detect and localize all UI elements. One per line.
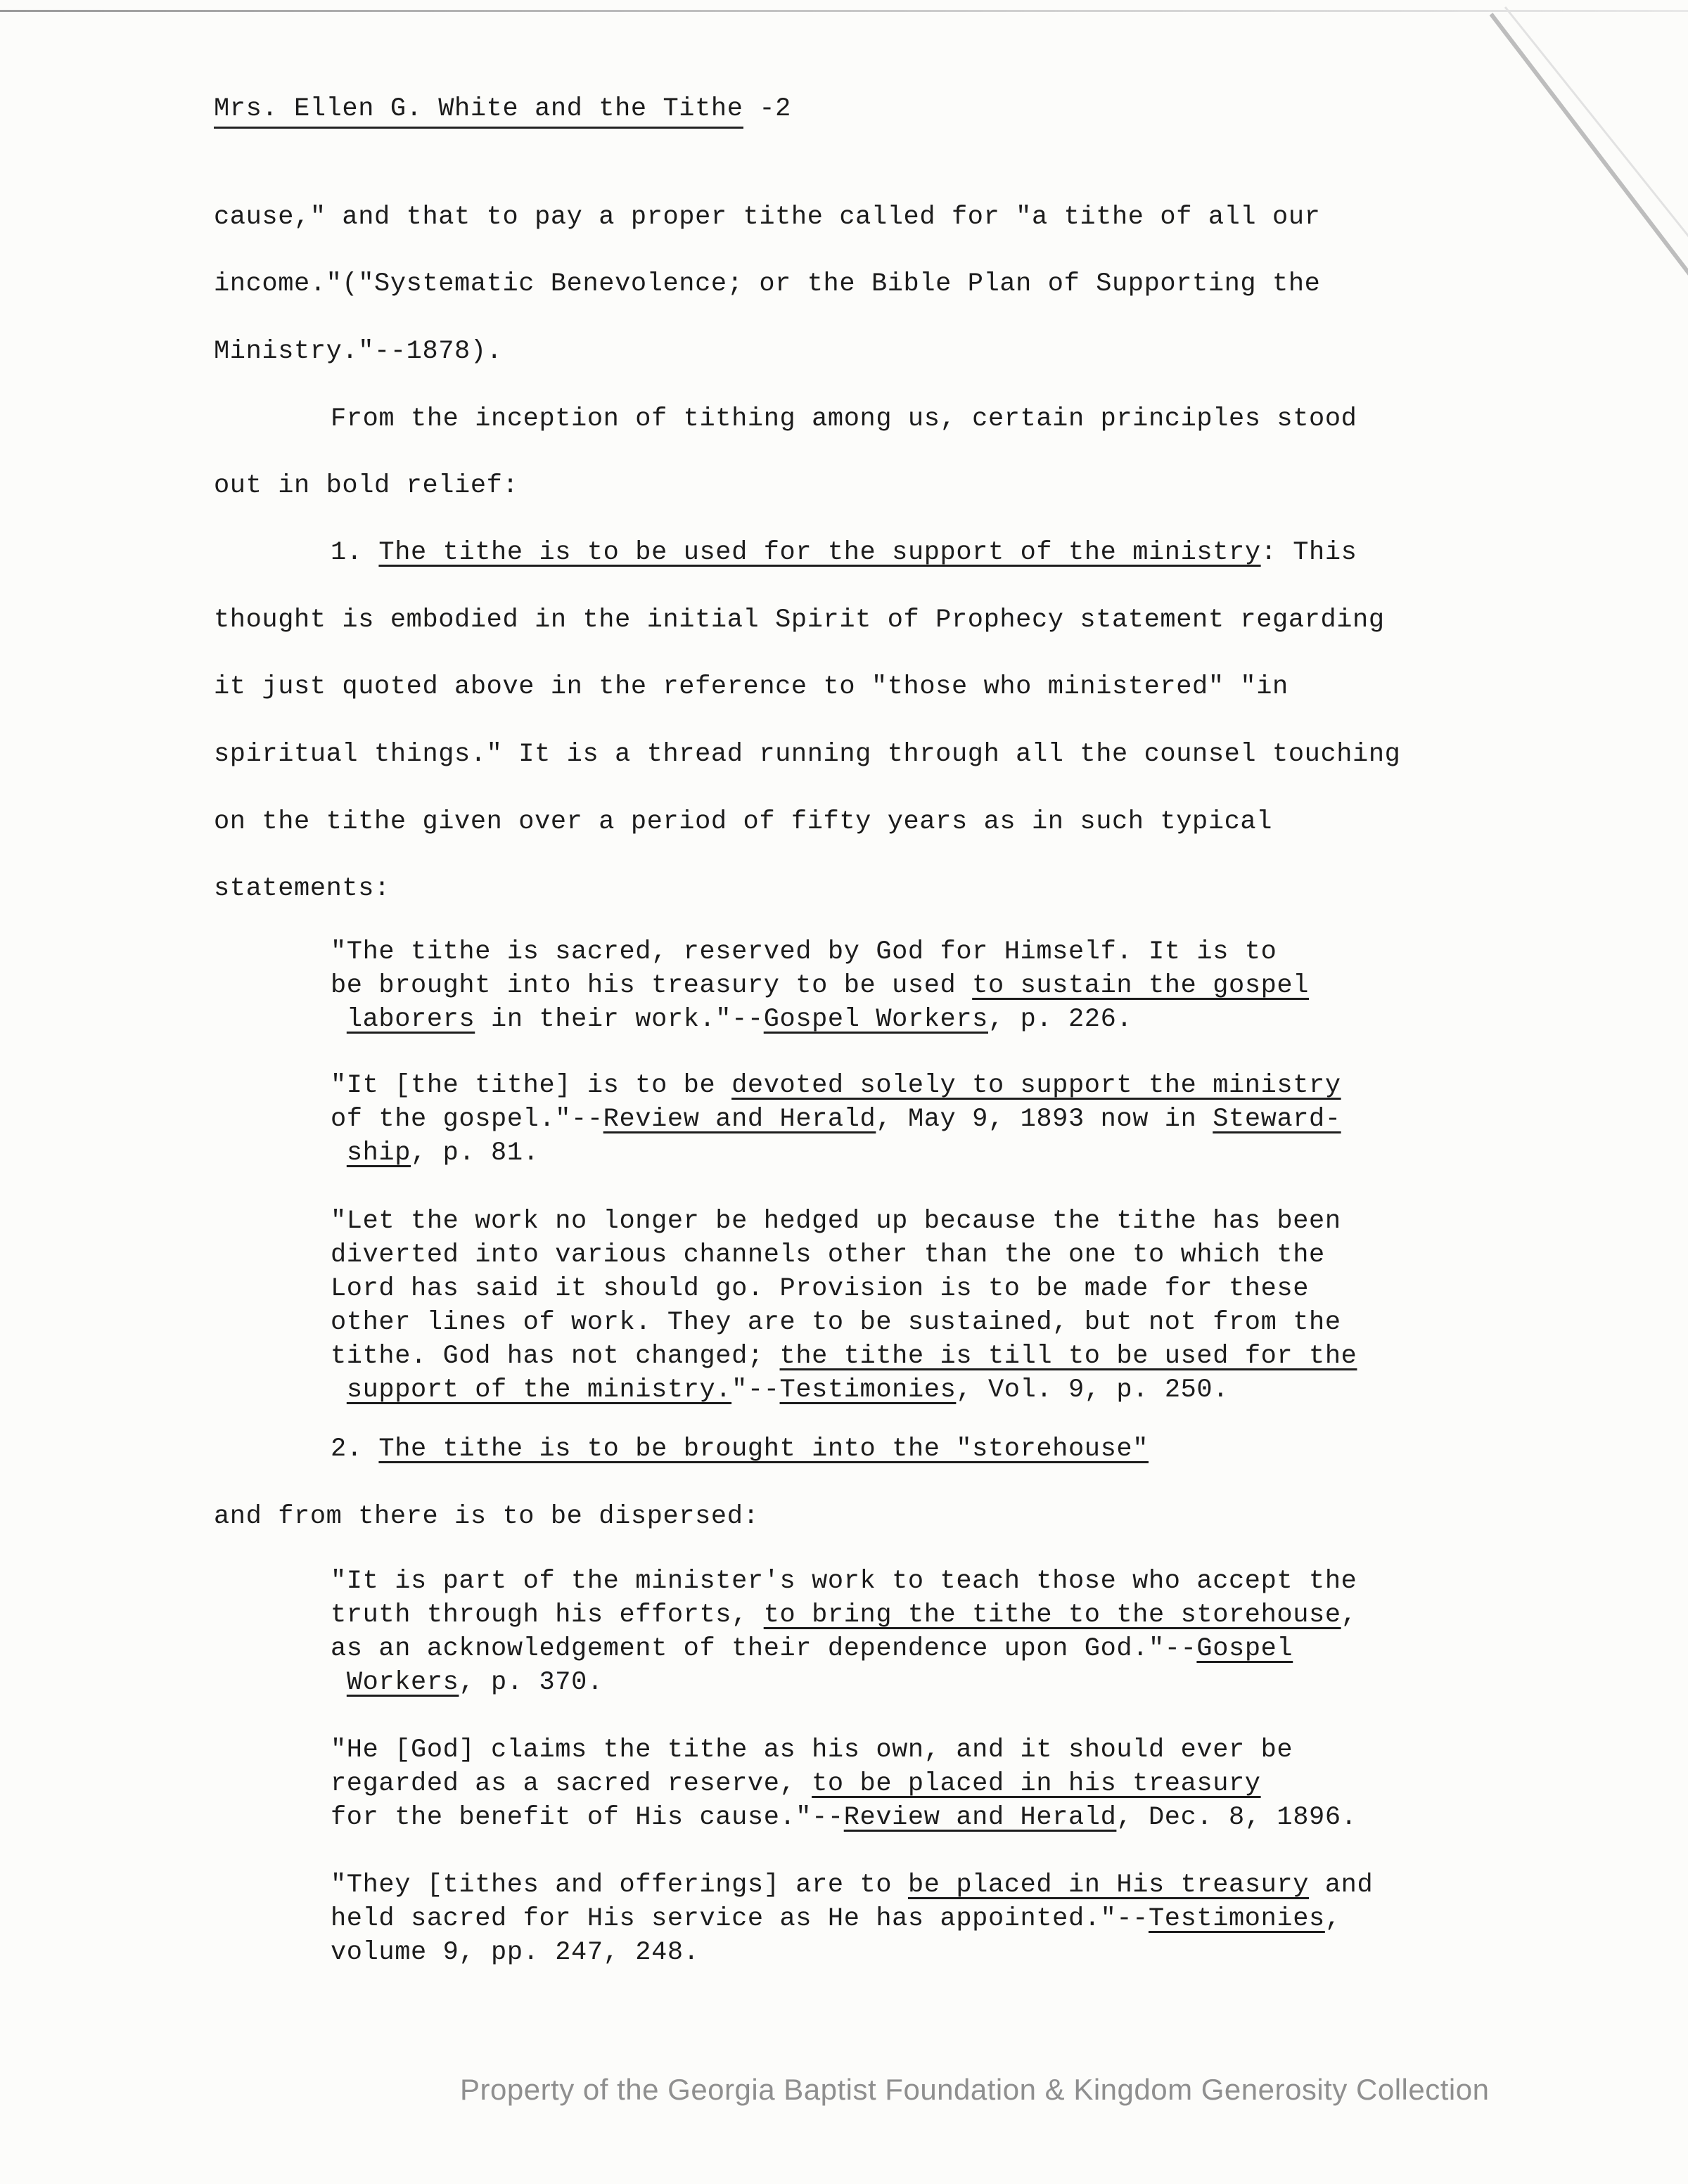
source-title: Workers (346, 1668, 459, 1697)
quote-text: be brought into his treasury to be used (331, 971, 973, 1001)
quote-line (331, 1902, 1373, 1936)
quote-text: truth through his efforts, (331, 1600, 764, 1630)
quote-line (331, 1103, 1341, 1136)
block-quote (331, 1733, 1357, 1835)
quote-text: in their work."-- (475, 1005, 764, 1034)
body-line: out in bold relief: (214, 471, 519, 501)
block-quote (331, 1565, 1357, 1700)
source-title: Gospel (1196, 1634, 1293, 1664)
underlined-text: laborers (346, 1005, 475, 1034)
quote-text: "-- (731, 1375, 780, 1405)
quote-line: "He [God] claims the tithe as his own, and it should ever be (331, 1735, 1293, 1765)
principle-1-heading (331, 538, 1357, 567)
underlined-text: to bring the tithe to the storehouse (763, 1600, 1341, 1630)
quote-text: held sacred for His service as He has appointed."-- (331, 1904, 1149, 1934)
source-title: Review and Herald (843, 1803, 1117, 1832)
principle-2-heading (331, 1434, 1149, 1464)
document-title: Mrs. Ellen G. White and the Tithe (214, 94, 743, 129)
body-line: it just quoted above in the reference to "those who ministered" "in (214, 672, 1289, 702)
body-line: and from there is to be dispersed: (214, 1502, 760, 1531)
quote-text: "It [the tithe] is to be (331, 1071, 732, 1100)
quote-line: volume 9, pp. 247, 248. (331, 1938, 700, 1967)
block-quote (331, 1069, 1341, 1170)
quote-line (331, 1003, 1309, 1036)
collection-watermark: Property of the Georgia Baptist Foundation & Kingdom Generosity Collection (460, 2073, 1490, 2106)
quote-text: , (1324, 1904, 1341, 1934)
body-line: statements: (214, 874, 390, 904)
quote-line (331, 1868, 1373, 1902)
heading-continuation: : This (1260, 538, 1357, 567)
source-title: Gospel Workers (763, 1005, 988, 1034)
body-line: on the tithe given over a period of fifty years as in such typical (214, 807, 1273, 837)
quote-line (331, 1136, 1341, 1170)
page-corner-fold (1407, 0, 1688, 295)
quote-text: , (1341, 1600, 1357, 1630)
quote-text: , Dec. 8, 1896. (1116, 1803, 1357, 1832)
underlined-text: devoted solely to support the ministry (731, 1071, 1341, 1100)
quote-text: of the gospel."-- (331, 1105, 603, 1134)
underlined-text: be placed in His treasury (907, 1870, 1310, 1900)
underlined-text: to sustain the gospel (972, 971, 1310, 1001)
quote-text: , p. 370. (459, 1668, 603, 1697)
source-title: Testimonies (779, 1375, 957, 1405)
page-header (214, 94, 791, 124)
block-quote (331, 935, 1309, 1036)
block-quote (331, 1868, 1373, 1970)
source-title: Testimonies (1148, 1904, 1325, 1934)
quote-line: "Let the work no longer be hedged up because the tithe has been (331, 1207, 1341, 1236)
quote-line: other lines of work. They are to be sustained, but not from the (331, 1308, 1341, 1337)
quote-line: "It is part of the minister's work to teach those who accept the (331, 1567, 1357, 1596)
body-line: thought is embodied in the initial Spirit of Prophecy statement regarding (214, 605, 1385, 635)
body-line: spiritual things." It is a thread running through all the counsel touching (214, 740, 1401, 769)
underlined-text: the tithe is till to be used for the (779, 1342, 1357, 1371)
quote-text: , p. 81. (411, 1138, 539, 1168)
quote-text: and (1309, 1870, 1374, 1900)
body-line: income."("Systematic Benevolence; or the Bible Plan of Supporting the (214, 269, 1321, 299)
underlined-text: support of the ministry. (346, 1375, 732, 1405)
quote-line (331, 1767, 1357, 1801)
underlined-text: to be placed in his treasury (812, 1769, 1261, 1799)
quote-line (331, 1666, 1357, 1700)
quote-text: , May 9, 1893 now in (876, 1105, 1213, 1134)
quote-text: as an acknowledgement of their dependence upon God."-- (331, 1634, 1197, 1664)
block-quote (331, 1205, 1357, 1407)
quote-text: for the benefit of His cause."-- (331, 1803, 844, 1832)
quote-line (331, 1340, 1357, 1373)
body-line: cause," and that to pay a proper tithe called for "a tithe of all our (214, 203, 1321, 232)
quote-text: tithe. God has not changed; (331, 1342, 780, 1371)
source-title: Steward- (1213, 1105, 1341, 1134)
quote-text: "They [tithes and offerings] are to (331, 1870, 908, 1900)
principle-heading: The tithe is to be used for the support of the ministry (378, 538, 1261, 567)
page-number: -2 (743, 94, 791, 124)
quote-text: , p. 226. (987, 1005, 1133, 1034)
quote-line (331, 1598, 1357, 1632)
source-title: ship (346, 1138, 411, 1168)
quote-text: , Vol. 9, p. 250. (956, 1375, 1229, 1405)
quote-text: regarded as a sacred reserve, (331, 1769, 812, 1799)
principle-heading: The tithe is to be brought into the "storehouse" (378, 1434, 1149, 1464)
quote-line: diverted into various channels other than the one to which the (331, 1240, 1325, 1270)
source-title: Review and Herald (603, 1105, 876, 1134)
quote-line: Lord has said it should go. Provision is to be made for these (331, 1274, 1310, 1304)
list-number: 2. (331, 1434, 363, 1464)
body-line: Ministry."--1878). (214, 337, 503, 366)
body-line: From the inception of tithing among us, certain principles stood (331, 404, 1357, 434)
quote-line (331, 969, 1309, 1003)
quote-line (331, 1069, 1341, 1103)
quote-line (331, 1632, 1357, 1666)
quote-line (331, 1801, 1357, 1835)
list-number: 1. (331, 538, 363, 567)
quote-line (331, 1373, 1357, 1407)
quote-line: "The tithe is sacred, reserved by God for Himself. It is to (331, 937, 1277, 967)
